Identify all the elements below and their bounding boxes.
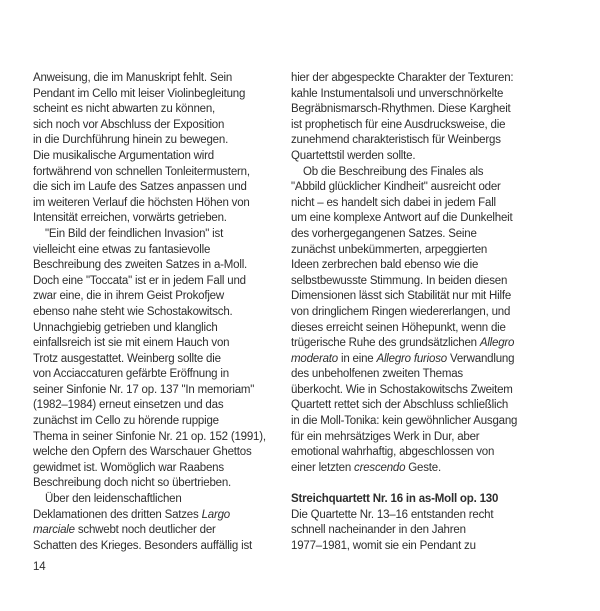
text-line — [291, 445, 591, 461]
text-run: Anweisung, die im Manuskript fehlt. Sein — [33, 72, 233, 84]
text-run: welche den Opfern des Warschauer Ghettos — [33, 446, 252, 459]
text-line — [33, 87, 285, 103]
text-run: selbstbewusste Stimmung. In beiden diesen — [291, 274, 508, 287]
text-run: schnell nacheinander in den Jahren — [291, 524, 466, 537]
text-line — [33, 211, 285, 227]
text-line — [33, 321, 285, 337]
text-line — [33, 102, 285, 118]
text-line — [291, 211, 591, 227]
text-line — [291, 165, 591, 181]
text-run: zunehmend charakteristisch für Weinbergs — [291, 134, 501, 147]
text-run: fortwährend von schnellen Tonleitermustern, — [33, 165, 250, 178]
text-line — [33, 508, 285, 524]
text-run: in die Durchführung hinein zu bewegen. — [33, 134, 229, 147]
text-run: Begräbnismarsch-Rhythmen. Diese Kargheit — [291, 103, 511, 116]
text-run: Über den leidenschaftlichen — [45, 493, 182, 506]
text-line — [33, 71, 285, 87]
text-run: Dimensionen lässt sich Stabilität nur mit Hilfe — [291, 290, 512, 303]
italic-text-run: crescendo — [354, 461, 406, 474]
text-line — [33, 445, 285, 461]
text-run: vielleicht eine etwas zu fantasievolle — [33, 243, 211, 256]
text-line — [33, 398, 285, 414]
text-line — [33, 430, 285, 446]
text-line — [291, 243, 591, 259]
text-run: ist prophetisch für eine Ausdrucksweise, die — [291, 118, 506, 131]
text-run: Ideen zerbrechen bald ebenso wie die — [291, 259, 479, 272]
text-run: Doch eine "Toccata" ist er in jedem Fall und — [33, 274, 246, 287]
text-run: um eine komplexe Antwort auf die Dunkelheit — [291, 212, 513, 225]
text-run: (1982–1984) erneut einsetzen und das — [33, 399, 224, 412]
text-run: sich noch vor Abschluss der Exposition — [33, 118, 225, 131]
text-line — [291, 367, 591, 383]
text-line — [291, 398, 591, 414]
text-run: Deklamationen des dritten Satzes — [33, 508, 202, 521]
text-line — [33, 383, 285, 399]
text-run: dieses erreicht seinen Höhepunkt, wenn die — [291, 321, 506, 334]
text-line — [291, 71, 591, 87]
text-line — [291, 133, 591, 149]
text-run: gewidmet ist. Womöglich war Raabens — [33, 461, 224, 474]
text-line — [291, 180, 591, 196]
text-run: zunächst unbekümmerten, arpeggierten — [291, 243, 488, 256]
text-line — [291, 87, 591, 103]
text-line — [291, 196, 591, 212]
text-run: des unbeholfenen zweiten Themas — [291, 368, 463, 381]
text-line — [291, 383, 591, 399]
text-line — [291, 430, 591, 446]
text-run: Die musikalische Argumentation wird — [33, 149, 214, 162]
text-line — [33, 523, 285, 539]
text-run: Verwandlung — [446, 352, 515, 365]
text-run: die sich im Laufe des Satzes anpassen und — [33, 181, 247, 194]
text-run: Streichquartett Nr. 16 in as-Moll op. 130 — [291, 493, 499, 506]
text-line — [33, 352, 285, 368]
text-run: Die Quartette Nr. 13–16 entstanden recht — [291, 508, 494, 521]
text-run: Intensität erreichen, vorwärts getrieben. — [33, 212, 227, 225]
italic-text-run: marciale — [33, 524, 75, 537]
text-run: Quartett rettet sich der Abschluss schließlich — [291, 399, 509, 412]
text-line — [291, 274, 591, 290]
text-run: in die Moll-Tonika: kein gewöhnlicher Ausgang — [291, 415, 518, 428]
text-line — [291, 508, 591, 524]
text-line — [291, 149, 591, 165]
text-run: zunächst im Cello zu hörende ruppige — [33, 415, 219, 428]
text-run: Beschreibung des zweiten Satzes in a-Moll. — [33, 259, 248, 272]
text-line — [291, 352, 591, 368]
text-line — [33, 133, 285, 149]
text-run: des vorhergegangenen Satzes. Seine — [291, 227, 477, 240]
text-line — [291, 336, 591, 352]
text-run: Thema in seiner Sinfonie Nr. 21 op. 152 (1991), — [33, 430, 266, 443]
text-run: 1977–1981, womit sie ein Pendant zu — [291, 539, 476, 552]
text-line — [33, 367, 285, 383]
text-run: im weiteren Verlauf die höchsten Höhen von — [33, 196, 250, 209]
text-line — [33, 305, 285, 321]
text-line — [33, 461, 285, 477]
italic-text-run: moderato — [291, 352, 338, 365]
text-run: Unnachgiebig getrieben und klanglich — [33, 321, 218, 334]
text-run: "Abbild glücklicher Kindheit" ausreicht oder — [291, 181, 501, 194]
text-run: nicht – es handelt sich dabei in jedem Fall — [291, 196, 496, 209]
text-run: hier der abgespeckte Charakter der Texturen: — [291, 72, 514, 84]
text-line — [33, 414, 285, 430]
text-run: in eine — [337, 352, 377, 365]
text-line — [291, 258, 591, 274]
text-run: Schatten des Krieges. Besonders auffällig ist — [33, 539, 253, 552]
text-line — [33, 289, 285, 305]
text-line — [291, 539, 591, 555]
text-line — [33, 492, 285, 508]
text-run: Quartettstil werden sollte. — [291, 149, 416, 162]
text-line — [291, 461, 591, 477]
text-run: von dringlichem Ringen wiedererlangen, und — [291, 305, 511, 318]
section-heading-line — [291, 492, 591, 508]
text-line — [33, 196, 285, 212]
text-run: seiner Sinfonie Nr. 17 op. 137 "In memoriam" — [33, 383, 255, 396]
text-run: kahle Instumentalsoli und unverschnörkelte — [291, 87, 504, 100]
text-line — [291, 289, 591, 305]
text-run: überkocht. Wie in Schostakowitschs Zweitem — [291, 383, 513, 396]
text-run: Ob die Beschreibung des Finales als — [303, 165, 484, 178]
text-run: Geste. — [405, 461, 441, 474]
text-line — [291, 227, 591, 243]
text-line — [33, 165, 285, 181]
text-run: trügerische Ruhe des grundsätzlichen — [291, 337, 480, 350]
text-run: einer letzten — [291, 461, 355, 474]
text-column-left — [33, 71, 285, 554]
text-run: Trotz ausgestattet. Weinberg sollte die — [33, 352, 221, 365]
text-line — [33, 118, 285, 134]
text-line — [33, 243, 285, 259]
italic-text-run: Allegro — [479, 337, 515, 350]
text-line — [291, 414, 591, 430]
italic-text-run: Largo — [201, 508, 230, 521]
text-run: schwebt noch deutlicher der — [74, 524, 216, 537]
text-line — [291, 118, 591, 134]
text-run: für ein mehrsätziges Werk in Dur, aber — [291, 430, 480, 443]
text-run: emotional wahrhaftig, abgeschlossen von — [291, 446, 495, 459]
text-line — [33, 336, 285, 352]
text-run: von Acciaccaturen gefärbte Eröffnung in — [33, 368, 229, 381]
text-run: "Ein Bild der feindlichen Invasion" ist — [45, 227, 224, 240]
text-line — [33, 539, 285, 555]
text-run: einfallsreich ist sie mit einem Hauch von — [33, 337, 230, 350]
text-run: Pendant im Cello mit leiser Violinbegleitung — [33, 87, 246, 100]
text-line — [33, 274, 285, 290]
text-run: scheint es nicht abwarten zu können, — [33, 103, 216, 116]
text-line — [291, 102, 591, 118]
blank-line — [291, 476, 591, 492]
text-line — [33, 227, 285, 243]
text-line — [291, 523, 591, 539]
italic-text-run: Allegro furioso — [376, 352, 447, 365]
text-line — [33, 149, 285, 165]
text-line — [291, 305, 591, 321]
text-run: Beschreibung doch nicht so übertrieben. — [33, 477, 232, 490]
text-line — [33, 476, 285, 492]
text-column-right — [291, 71, 591, 554]
text-line — [33, 258, 285, 274]
text-run: ebenso nahe steht wie Schostakowitsch. — [33, 305, 233, 318]
text-line — [33, 180, 285, 196]
page-number: 14 — [33, 561, 46, 573]
text-line — [291, 321, 591, 337]
text-run: zwar eine, die in ihrem Geist Prokofjew — [33, 290, 224, 303]
